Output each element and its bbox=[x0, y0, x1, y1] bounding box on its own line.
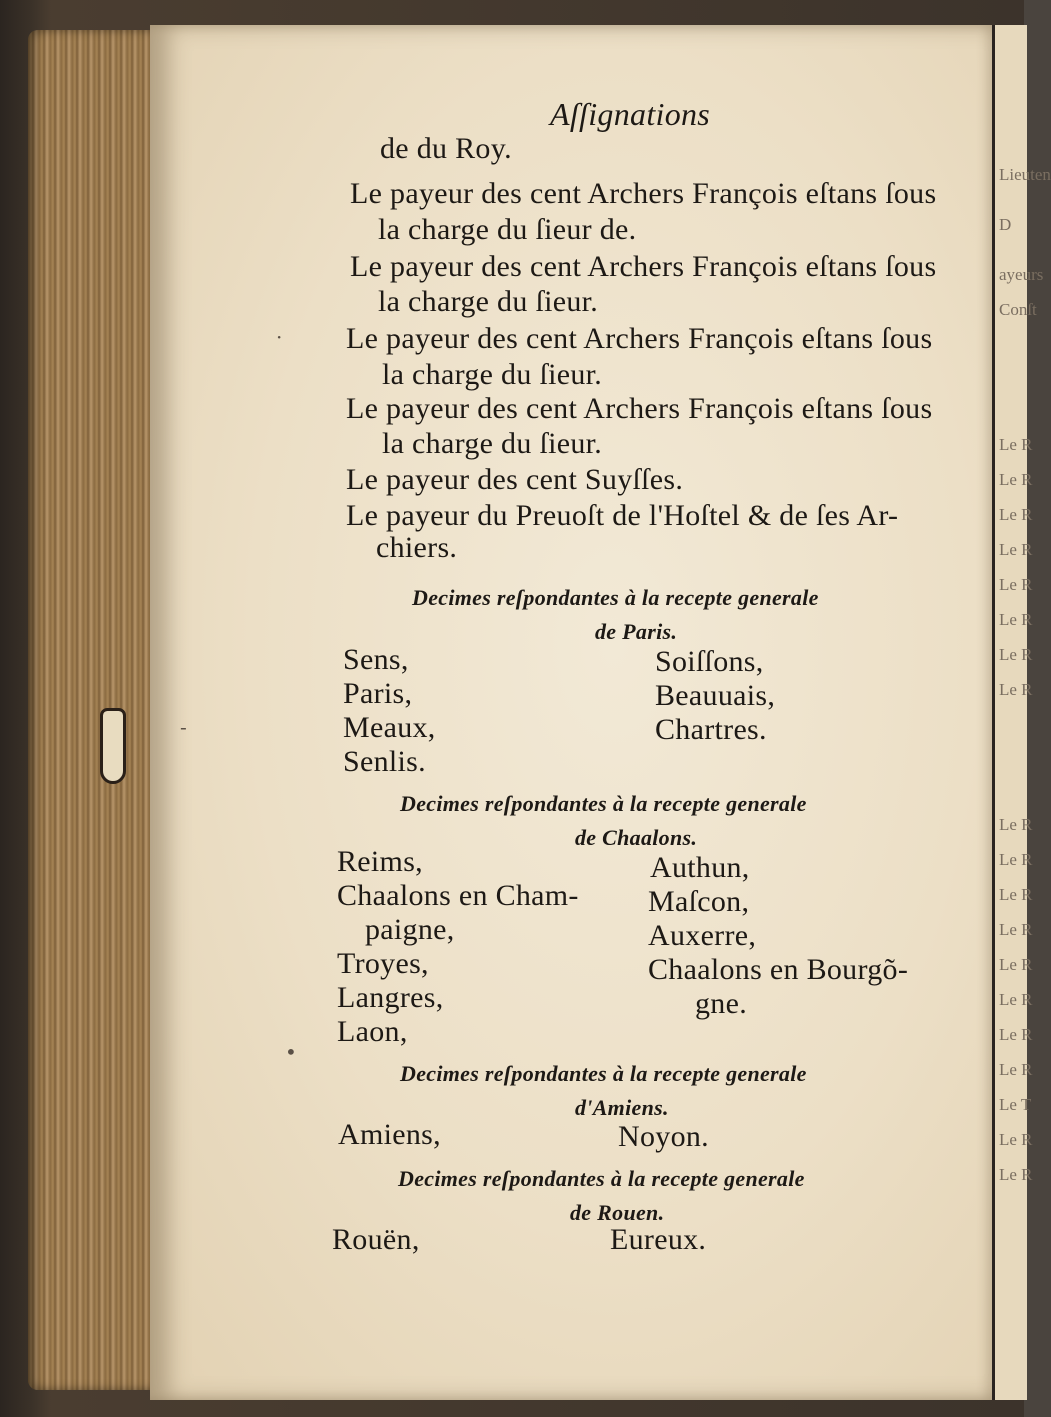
adjacent-fragment: Le R bbox=[999, 680, 1033, 699]
entry-line: chiers. bbox=[376, 531, 458, 564]
adjacent-fragment: Le R bbox=[999, 990, 1033, 1009]
adjacent-fragment: Le R bbox=[999, 505, 1033, 524]
entry-line: Le payeur des cent Archers François eſtans ſous bbox=[346, 392, 933, 425]
diocese-item: Authun, bbox=[650, 851, 750, 884]
section-heading: d'Amiens. bbox=[575, 1095, 669, 1120]
adjacent-fragment: Le R bbox=[999, 610, 1033, 629]
entry-line: Le payeur des cent Suyſſes. bbox=[346, 463, 684, 496]
diocese-item: Rouën, bbox=[332, 1223, 420, 1256]
diocese-item: Senlis. bbox=[343, 745, 426, 778]
entry-line: Le payeur des cent Archers François eſtans ſous bbox=[350, 250, 937, 283]
running-head: Aſſignations bbox=[550, 96, 711, 132]
section-heading: Decimes reſpondantes à la recepte generale bbox=[400, 1061, 807, 1086]
adjacent-fragment: Le R bbox=[999, 470, 1033, 489]
diocese-item: Chaalons en Cham- bbox=[337, 879, 579, 912]
entry-line: Le payeur des cent Archers François eſtans ſous bbox=[350, 177, 937, 210]
entry-line: la charge du ſieur. bbox=[378, 285, 599, 318]
section-heading: Decimes reſpondantes à la recepte generale bbox=[400, 791, 807, 816]
adjacent-fragment: Le R bbox=[999, 885, 1033, 904]
section-heading: de Chaalons. bbox=[575, 825, 698, 850]
margin-mark: · bbox=[276, 325, 283, 349]
adjacent-fragment: Le R bbox=[999, 955, 1033, 974]
diocese-item: Paris, bbox=[343, 677, 413, 710]
adjacent-fragment: Le R bbox=[999, 1025, 1033, 1044]
entry-line: la charge du ſieur. bbox=[382, 427, 603, 460]
diocese-item: paigne, bbox=[365, 913, 455, 946]
entry-line: la charge du ſieur. bbox=[382, 358, 603, 391]
margin-mark: - bbox=[180, 715, 187, 739]
adjacent-fragment: Le R bbox=[999, 850, 1033, 869]
diocese-item: Auxerre, bbox=[648, 919, 757, 952]
diocese-item: Troyes, bbox=[337, 947, 429, 980]
diocese-item: Meaux, bbox=[343, 711, 436, 744]
adjacent-page-edge bbox=[992, 25, 1051, 1400]
adjacent-fragment: Le R bbox=[999, 815, 1033, 834]
diocese-item: Soiſſons, bbox=[655, 645, 764, 678]
entry-line: la charge du ſieur de. bbox=[378, 213, 637, 246]
adjacent-fragment: Le R bbox=[999, 1165, 1033, 1184]
diocese-item: Sens, bbox=[343, 643, 409, 676]
adjacent-fragment: Lieuten bbox=[999, 165, 1051, 184]
diocese-item: Maſcon, bbox=[648, 885, 750, 918]
diocese-item: Laon, bbox=[337, 1015, 408, 1048]
adjacent-fragment: Le R bbox=[999, 1130, 1033, 1149]
book-page bbox=[150, 25, 992, 1400]
adjacent-fragment: Le R bbox=[999, 575, 1033, 594]
adjacent-fragment: D bbox=[999, 215, 1012, 234]
section-heading: de Rouen. bbox=[570, 1200, 665, 1225]
diocese-item: Reims, bbox=[337, 845, 423, 878]
diocese-item: Noyon. bbox=[618, 1120, 709, 1153]
book-fore-edge bbox=[28, 30, 153, 1390]
diocese-item: Langres, bbox=[337, 981, 444, 1014]
entry-line: de du Roy. bbox=[380, 132, 512, 165]
section-heading: Decimes reſpondantes à la recepte generale bbox=[398, 1166, 805, 1191]
section-heading: de Paris. bbox=[595, 619, 678, 644]
entry-line: Le payeur du Preuoſt de l'Hoſtel & de ſes Ar- bbox=[346, 499, 899, 532]
adjacent-fragment: Le R bbox=[999, 435, 1033, 454]
clasp-mark bbox=[100, 708, 126, 784]
margin-mark: • bbox=[285, 1040, 297, 1064]
adjacent-fragment: Le T bbox=[999, 1095, 1032, 1114]
adjacent-fragment: Le R bbox=[999, 645, 1033, 664]
adjacent-fragment: Le R bbox=[999, 1060, 1033, 1079]
diocese-item: Chartres. bbox=[655, 713, 767, 746]
section-heading: Decimes reſpondantes à la recepte generale bbox=[412, 585, 819, 610]
adjacent-fragment: Le R bbox=[999, 540, 1033, 559]
diocese-item: Eureux. bbox=[610, 1223, 707, 1256]
diocese-item: Chaalons en Bourgõ- bbox=[648, 953, 909, 986]
diocese-item: Beauuais, bbox=[655, 679, 776, 712]
adjacent-fragment: Conſt bbox=[999, 300, 1037, 319]
adjacent-fragment: Le R bbox=[999, 920, 1033, 939]
diocese-item: Amiens, bbox=[338, 1118, 441, 1151]
entry-line: Le payeur des cent Archers François eſtans ſous bbox=[346, 322, 933, 355]
adjacent-fragment: ayeurs bbox=[999, 265, 1044, 284]
diocese-item: gne. bbox=[695, 987, 748, 1020]
